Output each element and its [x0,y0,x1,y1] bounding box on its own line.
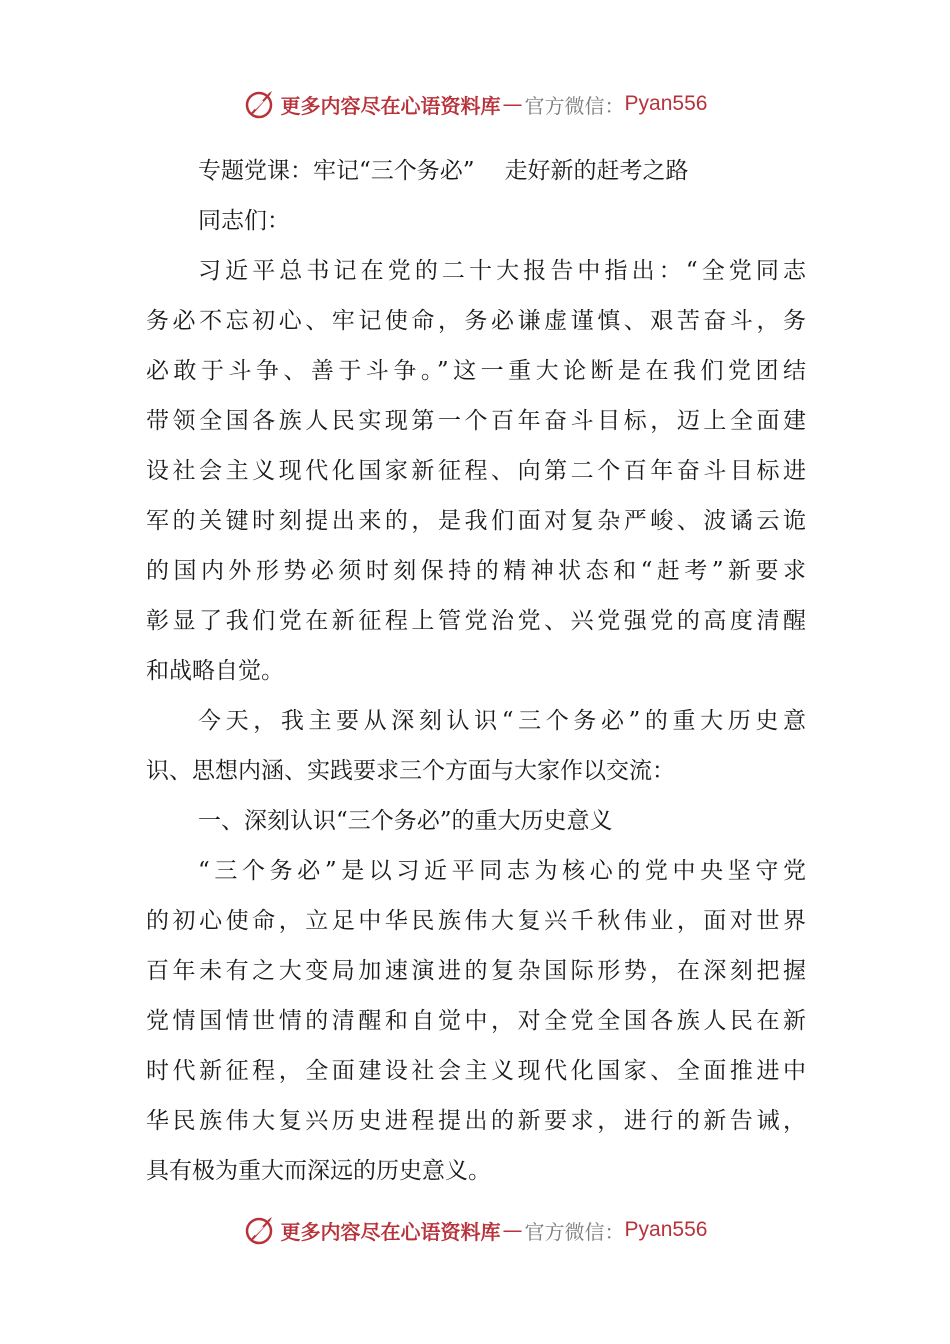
site-name: 更多内容尽在心语资料库 [280,93,501,118]
header-banner [0,84,950,124]
wechat-label: 官方微信： [524,1219,625,1244]
quill-logo-icon [243,1213,277,1247]
paragraph-line: 习近平总书记在党的二十大报告中指出：“全党同志 [198,258,806,284]
paragraph-line: 百年未有之大变局加速演进的复杂国际形势，在深刻把握 [146,958,806,984]
separator-dash: — [502,1218,523,1242]
paragraph-line: “三个务必”是以习近平同志为核心的党中央坚守党 [198,858,806,884]
paragraph-line: 带领全国各族人民实现第一个百年奋斗目标，迈上全面建 [146,408,806,434]
title-part-1: 专题党课：牢记“三个务必” [198,158,475,184]
paragraph-line: 和战略自觉。 [146,658,284,684]
document-title [146,146,806,196]
paragraph-line: 识、思想内涵、实践要求三个方面与大家作以交流： [146,758,675,784]
paragraph-line: 军的关键时刻提出来的，是我们面对复杂严峻、波谲云诡 [146,508,806,534]
paragraph-line: 具有极为重大而深远的历史意义。 [146,1158,491,1184]
paragraph-line: 党情国情世情的清醒和自觉中，对全党全国各族人民在新 [146,1008,806,1034]
paragraph-line: 华民族伟大复兴历史进程提出的新要求，进行的新告诫， [146,1108,806,1134]
document-body [146,146,806,1196]
greeting: 同志们： [198,208,290,234]
paragraph-line: 的国内外形势必须时刻保持的精神状态和“赶考”新要求 [146,558,806,584]
footer-banner [0,1210,950,1250]
wechat-handle: Pyan556 [624,92,708,115]
separator-dash: — [502,92,523,116]
section-heading: 一、深刻认识“三个务必”的重大历史意义 [198,808,613,834]
wechat-handle: Pyan556 [624,1218,708,1241]
wechat-label: 官方微信： [524,93,625,118]
paragraph-line: 必敢于斗争、善于斗争。”这一重大论断是在我们党团结 [146,358,806,384]
paragraph-line: 今天，我主要从深刻认识“三个务必”的重大历史意 [198,708,806,734]
quill-logo-icon [243,87,277,121]
paragraph-line: 的初心使命，立足中华民族伟大复兴千秋伟业，面对世界 [146,908,806,934]
paragraph-line: 务必不忘初心、牢记使命，务必谦虚谨慎、艰苦奋斗，务 [146,308,806,334]
paragraph-line: 时代新征程，全面建设社会主义现代化国家、全面推进中 [146,1058,806,1084]
paragraph-line: 设社会主义现代化国家新征程、向第二个百年奋斗目标进 [146,458,806,484]
paragraph-line: 彰显了我们党在新征程上管党治党、兴党强党的高度清醒 [146,608,806,634]
site-name: 更多内容尽在心语资料库 [280,1219,501,1244]
title-part-2: 走好新的赶考之路 [504,158,689,184]
